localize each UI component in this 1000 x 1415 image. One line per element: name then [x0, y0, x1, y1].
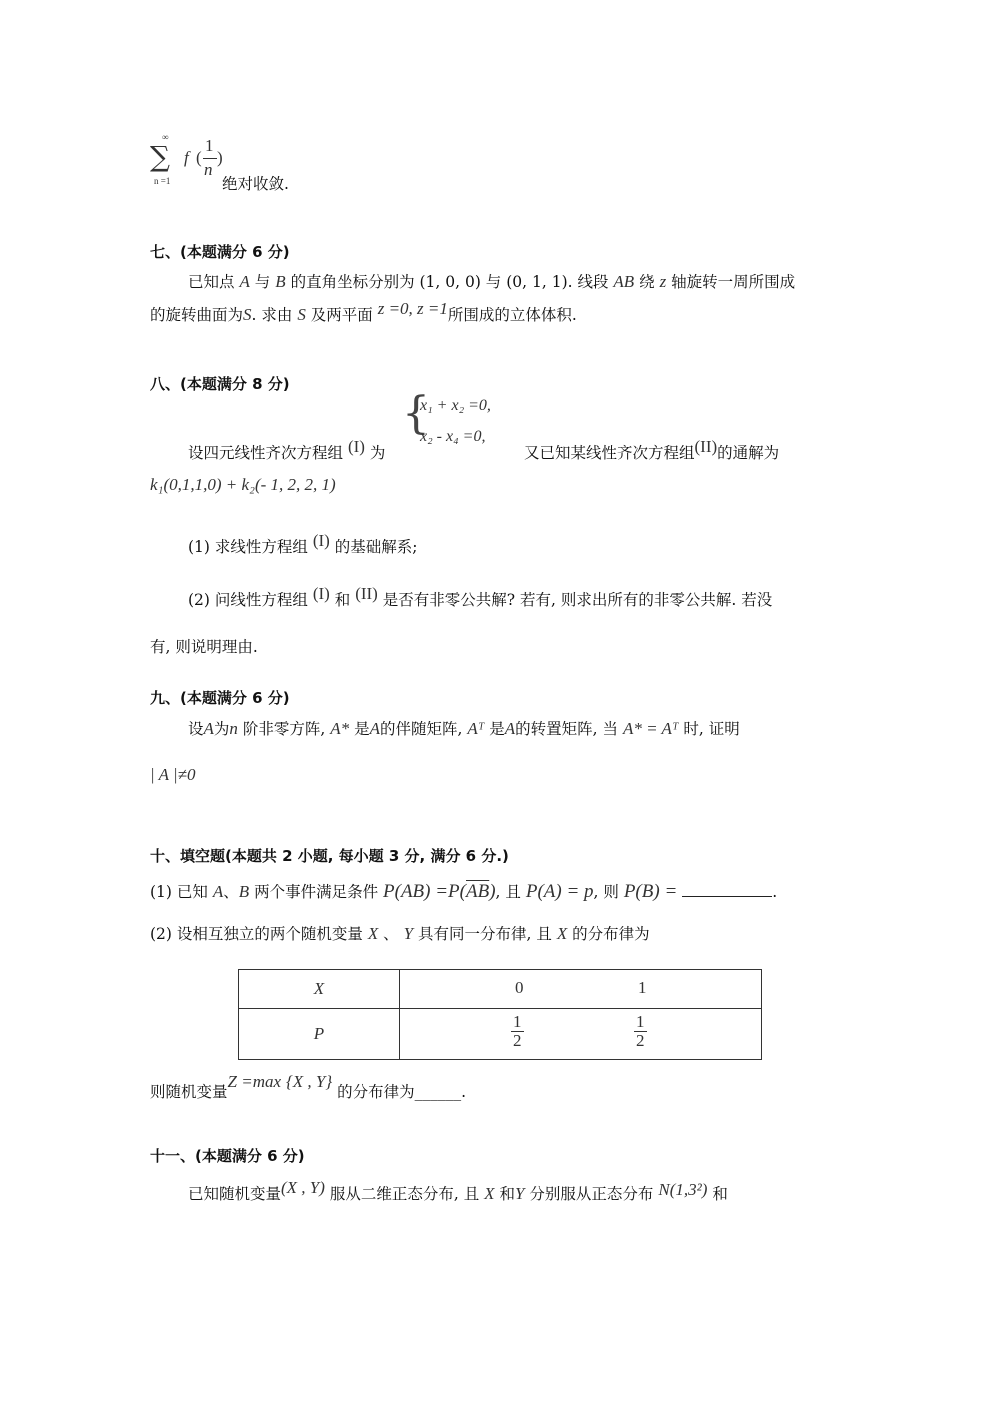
text: (2) 设相互独立的两个随机变量 [150, 925, 363, 943]
text: 的通解为 [717, 444, 780, 462]
text: 则随机变量 [150, 1083, 228, 1101]
system-ii: (II) [694, 437, 718, 456]
text: 的分布律为______. [337, 1083, 467, 1101]
general-solution: k₁(0,1,1,0) + k₂(- 1, 2, 2, 1) [150, 475, 336, 494]
answer-blank[interactable] [682, 882, 772, 897]
point-b: B [275, 272, 286, 291]
header-x: X [313, 979, 325, 998]
brace: { [402, 388, 430, 439]
text: 的分布律为 [572, 925, 650, 943]
text: 轴旋转一周所围成 [671, 273, 796, 291]
series-expression [150, 134, 350, 194]
f-symbol: f [184, 148, 189, 167]
prob-b: P(B) = [623, 881, 678, 902]
text: 和 [499, 1185, 516, 1203]
text: , 且 [495, 883, 521, 901]
system-ii: (II) [355, 584, 378, 603]
q10-p2 [150, 922, 650, 944]
sum-upper: ∞ [162, 132, 169, 142]
text: 时, 证明 [683, 720, 740, 738]
text: 与 [254, 273, 271, 291]
prob-half [634, 1013, 647, 1050]
distribution-table [238, 969, 762, 1060]
frac-bar [203, 158, 217, 159]
value-1: 1 [638, 978, 647, 997]
adjugate: A* [330, 719, 350, 738]
q8-p1 [188, 531, 418, 557]
matrix-a: A [369, 719, 380, 738]
text: 设四元线性齐次方程组 [188, 444, 344, 462]
numerator: 1 [513, 1012, 522, 1031]
var-x: X [484, 1184, 495, 1203]
denominator: 2 [513, 1031, 522, 1050]
table-row [239, 1009, 762, 1060]
text: 绕 [639, 273, 655, 291]
text: 两个事件满足条件 [254, 883, 379, 901]
q11-line1 [188, 1178, 728, 1204]
complement-ab: $\overline{AB}$ [466, 881, 490, 902]
table-row [239, 970, 762, 1009]
converge-text: 绝对收敛. [222, 175, 289, 193]
q8-line1b [524, 437, 780, 463]
matrix-a: A [504, 719, 516, 738]
system-i: (I) [347, 437, 365, 456]
text: 的基础解系; [334, 538, 418, 556]
det-nonzero: | A |≠0 [150, 765, 196, 784]
paren-close: ) [217, 148, 223, 167]
z-max: Z =max [227, 1072, 282, 1091]
text: 和 [712, 1185, 728, 1203]
denominator: 2 [636, 1031, 645, 1050]
q7-line1 [188, 270, 795, 292]
table-cell [239, 970, 400, 1009]
matrix-a: A [203, 719, 214, 738]
sigma-symbol: ∑ [150, 140, 170, 173]
text: (2) 问线性方程组 [188, 591, 308, 609]
condition: A* = Aᵀ [622, 719, 679, 738]
text: 已知点 [188, 273, 235, 291]
paren-open: ( [196, 148, 202, 167]
table-cell [400, 1009, 762, 1060]
var-x: X [556, 924, 568, 943]
numerator: 1 [636, 1012, 645, 1031]
q8-line1 [188, 437, 386, 463]
condition-lhs: P(AB) =P( [383, 881, 466, 902]
q9-title: 九、(本题满分 6 分) [150, 689, 290, 707]
system-eq1: x₁ + x₂ =0, [420, 397, 491, 414]
q7-title: 七、(本题满分 6 分) [150, 243, 290, 261]
frac-den: n [204, 160, 213, 179]
q9-line1 [188, 717, 740, 739]
frac-num: 1 [205, 136, 214, 155]
paren: ) [489, 881, 496, 902]
var-x: X [367, 924, 379, 943]
text: , 则 [593, 883, 619, 901]
text: 的伴随矩阵, [379, 720, 463, 738]
axis-z: z [659, 272, 667, 291]
table-cell [239, 1009, 400, 1060]
system-i: (I) [312, 584, 330, 603]
text: 的直角坐标分别为 (1, 0, 0) 与 (0, 1, 1). 线段 [290, 273, 609, 291]
text: 分别服从正态分布 [529, 1185, 654, 1203]
text: 是否有非零公共解? 若有, 则求出所有的非零公共解. 若没 [382, 591, 773, 609]
order-n: n [229, 719, 238, 738]
table-cell [400, 970, 762, 1009]
system-i: (I) [312, 531, 330, 550]
q8-title: 八、(本题满分 8 分) [150, 375, 290, 393]
event-a: A [212, 882, 224, 901]
var-y: Y [515, 1184, 525, 1203]
point-a: A [239, 272, 250, 291]
text: 具有同一分布律, 且 [418, 925, 552, 943]
text: 是 [354, 720, 370, 738]
text: 及两平面 [310, 306, 373, 324]
planes: z =0, z =1 [377, 299, 448, 318]
transpose: Aᵀ [467, 719, 485, 738]
surface-s: S [297, 305, 306, 324]
prob-a: P(A) = p [525, 881, 594, 902]
text: 设 [188, 720, 204, 738]
text: 和 [334, 591, 351, 609]
segment-ab: AB [613, 272, 635, 291]
text: 又已知某线性齐次方程组 [524, 444, 695, 462]
text: 、 [383, 925, 399, 943]
text: 、 [223, 883, 239, 901]
surface-s: S [243, 305, 252, 324]
var-y: Y [403, 924, 414, 943]
q10-after [150, 1072, 467, 1102]
pair-xy: (X , Y) [281, 1178, 325, 1197]
text: . 求由 [251, 306, 293, 324]
text: 为 [369, 444, 386, 462]
text: (1) 求线性方程组 [188, 538, 308, 556]
value-0: 0 [515, 978, 524, 997]
prob-half [511, 1013, 524, 1050]
q11-title: 十一、(本题满分 6 分) [150, 1147, 305, 1165]
text: 的旋转曲面为 [150, 306, 244, 324]
text: 是 [489, 720, 505, 738]
text: 的转置矩阵, 当 [515, 720, 618, 738]
q8-p3: 有, 则说明理由. [150, 638, 258, 656]
q10-p1: (1) 已知 A、B 两个事件满足条件 $P(AB) =P(\overline{AB})$, 且 P(A) = p, 则 P(B) = . [150, 881, 778, 902]
text: 所围成的立体体积. [447, 306, 577, 324]
header-p: P [313, 1024, 325, 1043]
q7-line2 [150, 299, 577, 325]
text: 为 [213, 720, 230, 738]
sum-lower: n =1 [154, 176, 171, 186]
q8-p2 [188, 584, 773, 610]
text: 已知随机变量 [188, 1185, 282, 1203]
system-eq2: x₂ - x₄ =0, [420, 428, 486, 445]
text: (1) 已知 [150, 883, 208, 901]
xy-braces: {X , Y} [285, 1072, 333, 1091]
normal-dist: N(1,3²) [658, 1180, 708, 1199]
text: 阶非零方阵, [242, 720, 326, 738]
x-y: X , Y [292, 1072, 326, 1091]
event-b: B [238, 882, 250, 901]
q10-title: 十、填空题(本题共 2 小题, 每小题 3 分, 满分 6 分.) [150, 847, 509, 865]
text: 服从二维正态分布, 且 [329, 1185, 480, 1203]
